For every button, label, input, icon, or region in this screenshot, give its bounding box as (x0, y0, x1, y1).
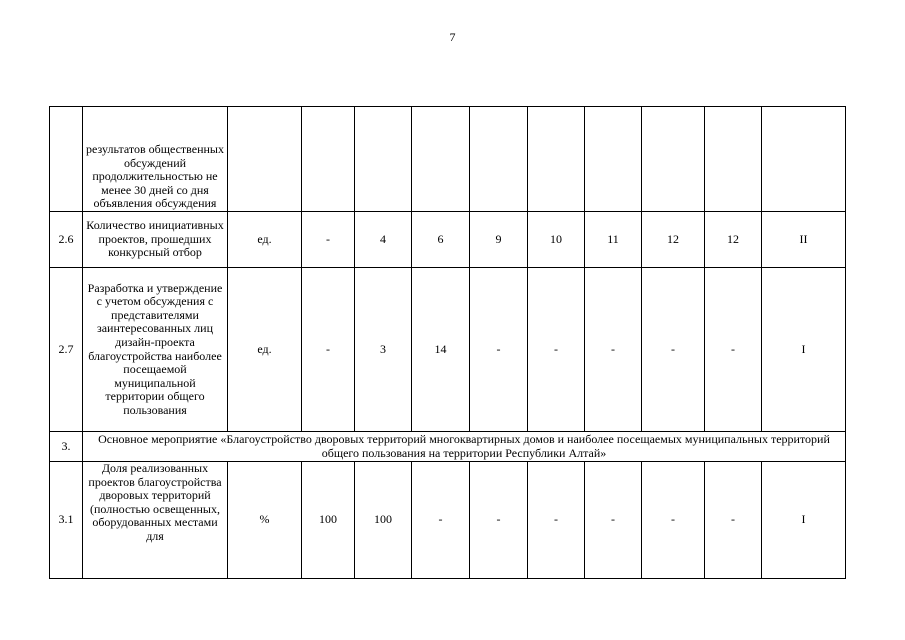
row-number: 3. (50, 432, 83, 462)
value-cell: - (412, 462, 470, 579)
value-cell: - (470, 268, 528, 432)
value-cell: 4 (355, 212, 412, 268)
value-cell: 10 (528, 212, 585, 268)
section-row (50, 432, 846, 462)
value-cell: 14 (412, 268, 470, 432)
value-cell: 3 (355, 268, 412, 432)
value-cell: - (585, 268, 642, 432)
page-number: 7 (449, 30, 456, 44)
value-cell: 11 (585, 212, 642, 268)
row-number (50, 107, 83, 212)
value-cell: 100 (355, 462, 412, 579)
value-cell (355, 107, 412, 212)
section-title: Основное мероприятие «Благоустройство дворовых территорий многоквартирных домов и наиболее посещаемых муниципальных территорий общего пользования на территории Республики Алтай» (83, 432, 846, 462)
unit-cell (228, 107, 302, 212)
value-cell: - (528, 268, 585, 432)
value-cell: - (585, 462, 642, 579)
value-cell: 12 (705, 212, 762, 268)
value-cell: - (642, 268, 705, 432)
row-number: 2.7 (50, 268, 83, 432)
value-cell (528, 107, 585, 212)
value-cell: I (762, 268, 846, 432)
value-cell (585, 107, 642, 212)
row-number: 3.1 (50, 462, 83, 579)
row-number: 2.6 (50, 212, 83, 268)
indicators-table (49, 106, 846, 579)
value-cell: - (302, 268, 355, 432)
value-cell: 6 (412, 212, 470, 268)
value-cell: - (642, 462, 705, 579)
value-cell (642, 107, 705, 212)
value-cell: - (528, 462, 585, 579)
value-cell (762, 107, 846, 212)
table-row (50, 462, 846, 579)
value-cell: - (302, 212, 355, 268)
value-cell: - (705, 268, 762, 432)
value-cell: 100 (302, 462, 355, 579)
table-row (50, 212, 846, 268)
value-cell: - (470, 462, 528, 579)
value-cell (412, 107, 470, 212)
indicator-name: результатов общественных обсуждений продолжительностью не менее 30 дней со дня объявления обсуждения (83, 107, 228, 212)
value-cell (705, 107, 762, 212)
table-row (50, 107, 846, 212)
value-cell: - (705, 462, 762, 579)
value-cell: II (762, 212, 846, 268)
indicator-name: Доля реализованных проектов благоустройства дворовых территорий (полностью освещенных, оборудованных местами для (83, 462, 228, 579)
unit-cell: % (228, 462, 302, 579)
value-cell (302, 107, 355, 212)
unit-cell: ед. (228, 212, 302, 268)
value-cell (470, 107, 528, 212)
value-cell: 12 (642, 212, 705, 268)
indicator-name: Количество инициативных проектов, прошедших конкурсный отбор (83, 212, 228, 268)
unit-cell: ед. (228, 268, 302, 432)
value-cell: I (762, 462, 846, 579)
table-row (50, 268, 846, 432)
indicator-name: Разработка и утверждение с учетом обсуждения с представителями заинтересованных лиц дизайн-проекта благоустройства наиболее посещаемой муниципальной территории общего пользования (83, 268, 228, 432)
value-cell: 9 (470, 212, 528, 268)
